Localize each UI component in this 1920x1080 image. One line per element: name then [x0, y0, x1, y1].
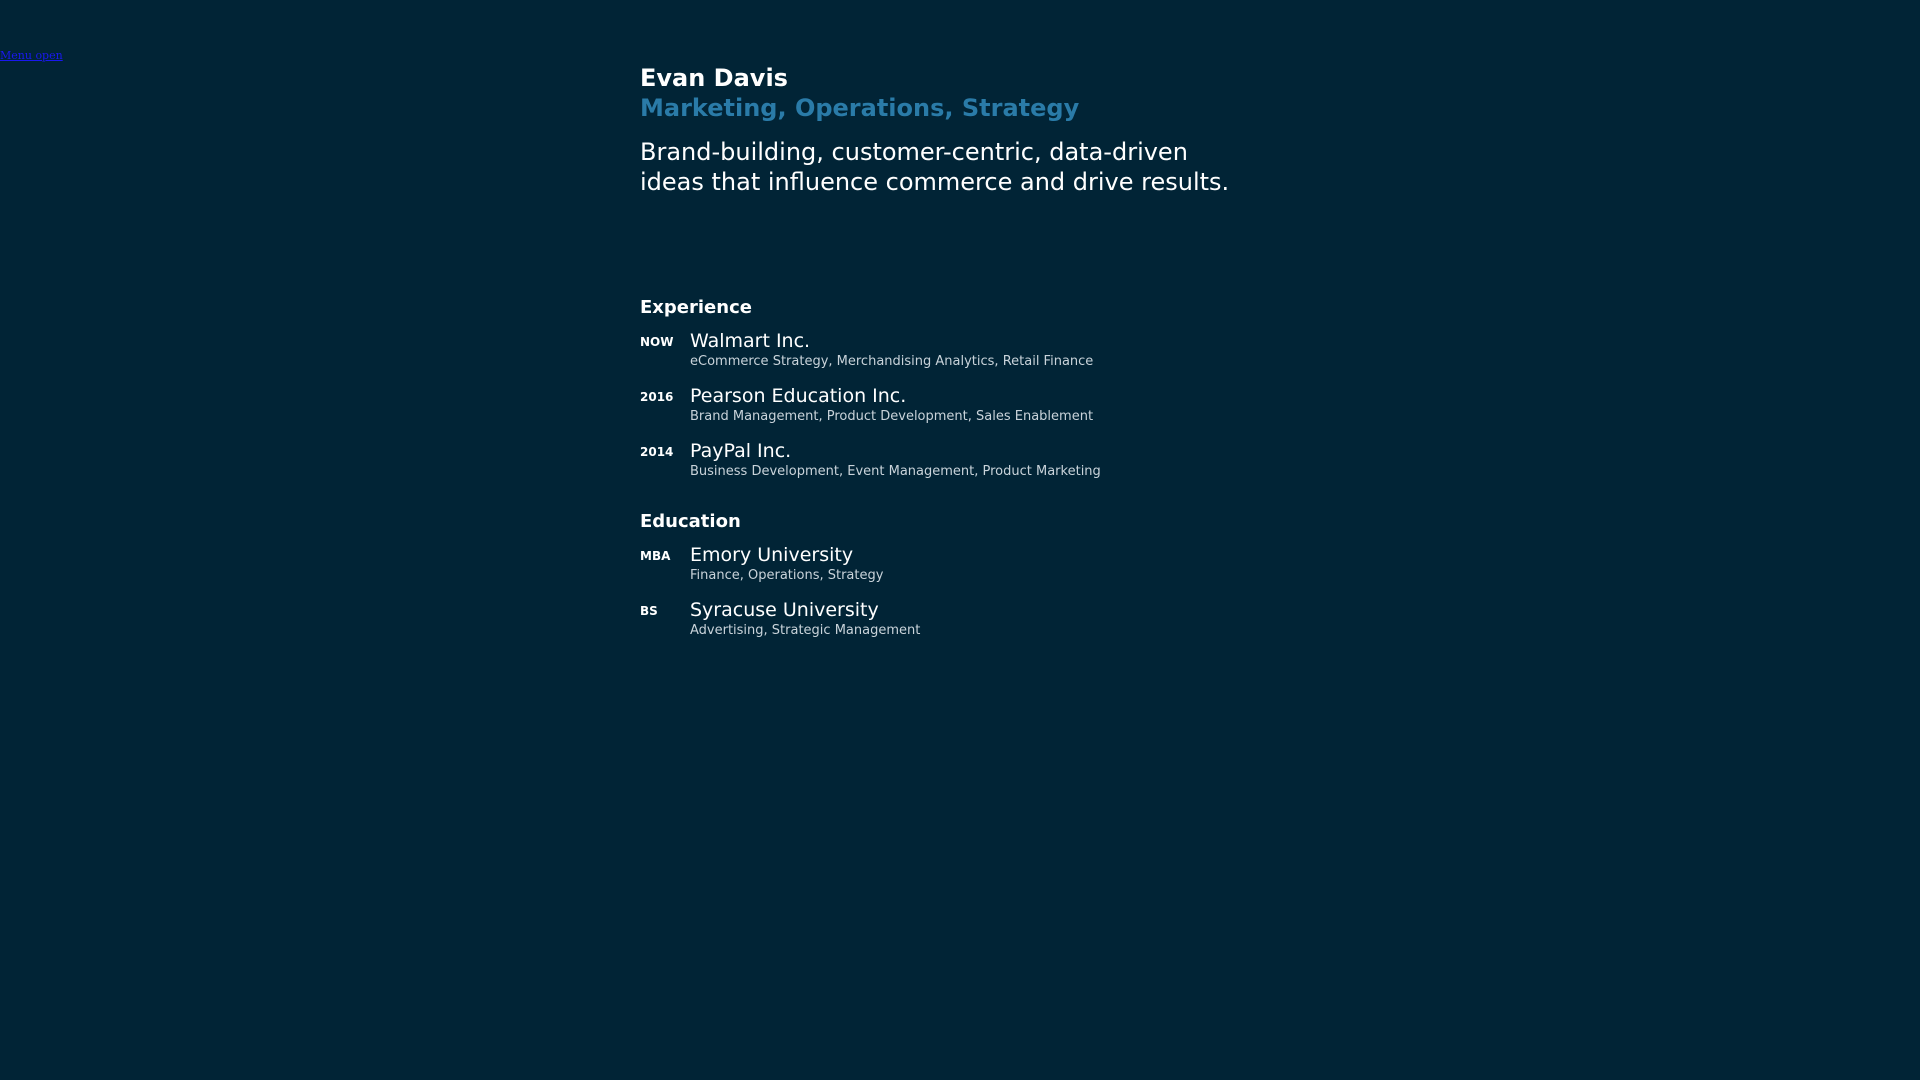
experience-item — [640, 384, 1280, 426]
education-section — [640, 510, 1280, 640]
experience-section — [640, 296, 1280, 481]
experience-title: Experience — [640, 297, 752, 318]
experience-list — [640, 329, 1280, 481]
experience-body — [690, 439, 1280, 481]
education-item — [640, 543, 1280, 585]
school-name: Syracuse University — [690, 599, 879, 621]
school-name: Emory University — [690, 544, 854, 566]
education-list — [640, 543, 1280, 640]
degree-label: BS — [640, 604, 658, 618]
degree-label: MBA — [640, 549, 671, 563]
education-title: Education — [640, 511, 741, 532]
experience-body — [690, 384, 1280, 426]
resume-main — [640, 63, 1280, 653]
company-detail: Business Development, Event Management, Product Marketing — [690, 464, 1101, 479]
person-roles: Marketing, Operations, Strategy — [640, 94, 1080, 122]
menu-link[interactable]: Menu open — [0, 49, 63, 62]
school-detail: Finance, Operations, Strategy — [690, 568, 884, 583]
experience-period: 2016 — [640, 390, 674, 404]
tagline: Brand-building, customer-centric, data-driven ideas that influence commerce and drive results. — [640, 138, 1230, 196]
experience-item — [640, 329, 1280, 371]
company-detail: Brand Management, Product Development, Sales Enablement — [690, 409, 1094, 424]
experience-period: 2014 — [640, 445, 674, 459]
company-name: Walmart Inc. — [690, 330, 811, 352]
education-item — [640, 598, 1280, 640]
experience-body — [690, 329, 1280, 371]
experience-period: NOW — [640, 335, 674, 349]
school-detail: Advertising, Strategic Management — [690, 623, 921, 638]
experience-item — [640, 439, 1280, 481]
education-body — [690, 598, 1280, 640]
company-name: PayPal Inc. — [690, 440, 792, 462]
person-name: Evan Davis — [640, 64, 788, 92]
education-body — [690, 543, 1280, 585]
resume-header — [640, 63, 1280, 197]
company-detail: eCommerce Strategy, Merchandising Analytics, Retail Finance — [690, 354, 1094, 369]
company-name: Pearson Education Inc. — [690, 385, 907, 407]
